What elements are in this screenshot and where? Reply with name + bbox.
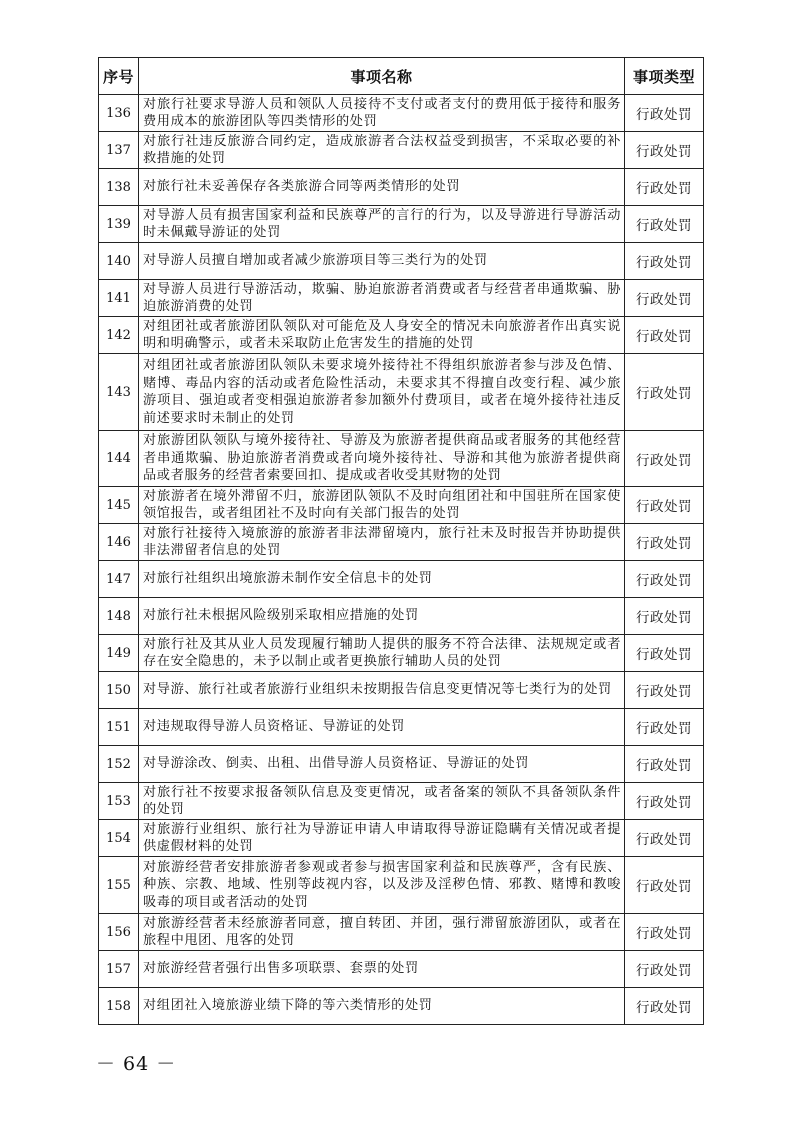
table-row bbox=[99, 598, 704, 635]
table-row bbox=[99, 561, 704, 598]
table-row bbox=[99, 169, 704, 206]
row-number: 156 bbox=[99, 914, 139, 951]
row-matter-name: 对旅行社违反旅游合同约定，造成旅游者合法权益受到损害，不采取必要的补救措施的处罚 bbox=[139, 132, 625, 169]
row-matter-name: 对旅行社及其从业人员发现履行辅助人提供的服务不符合法律、法规规定或者存在安全隐患的，未予以制止或者更换旅行辅助人员的处罚 bbox=[139, 635, 625, 672]
table-row bbox=[99, 487, 704, 524]
row-matter-type: 行政处罚 bbox=[625, 431, 704, 487]
row-number: 146 bbox=[99, 524, 139, 561]
row-matter-type: 行政处罚 bbox=[625, 280, 704, 317]
row-matter-type: 行政处罚 bbox=[625, 487, 704, 524]
row-matter-name: 对导游人员进行导游活动，欺骗、胁迫旅游者消费或者与经营者串通欺骗、胁迫旅游消费的处罚 bbox=[139, 280, 625, 317]
row-matter-name: 对旅行社不按要求报备领队信息及变更情况，或者备案的领队不具备领队条件的处罚 bbox=[139, 783, 625, 820]
row-number: 149 bbox=[99, 635, 139, 672]
table-row bbox=[99, 243, 704, 280]
row-number: 152 bbox=[99, 746, 139, 783]
row-number: 138 bbox=[99, 169, 139, 206]
row-matter-name: 对旅游团队领队与境外接待社、导游及为旅游者提供商品或者服务的其他经营者串通欺骗、胁迫旅游者消费或者向境外接待社、导游和其他为旅游者提供商品或者服务的经营者索要回扣、提成或者收受其财物的处罚 bbox=[139, 431, 625, 487]
row-matter-type: 行政处罚 bbox=[625, 561, 704, 598]
row-matter-type: 行政处罚 bbox=[625, 635, 704, 672]
table-row bbox=[99, 635, 704, 672]
row-matter-name: 对旅游经营者未经旅游者同意，擅自转团、并团，强行滞留旅游团队，或者在旅程中甩团、甩客的处罚 bbox=[139, 914, 625, 951]
table-row bbox=[99, 783, 704, 820]
row-number: 140 bbox=[99, 243, 139, 280]
table-row bbox=[99, 524, 704, 561]
matters-table bbox=[98, 57, 704, 1025]
row-matter-type: 行政处罚 bbox=[625, 914, 704, 951]
row-matter-type: 行政处罚 bbox=[625, 951, 704, 988]
page-number: － 64 － bbox=[96, 1053, 177, 1075]
row-matter-type: 行政处罚 bbox=[625, 169, 704, 206]
table-row bbox=[99, 914, 704, 951]
table-row bbox=[99, 672, 704, 709]
row-matter-name: 对旅游行业组织、旅行社为导游证申请人申请取得导游证隐瞒有关情况或者提供虚假材料的处罚 bbox=[139, 820, 625, 857]
row-matter-type: 行政处罚 bbox=[625, 95, 704, 132]
row-matter-name: 对旅行社接待入境旅游的旅游者非法滞留境内，旅行社未及时报告并协助提供非法滞留者信息的处罚 bbox=[139, 524, 625, 561]
row-matter-type: 行政处罚 bbox=[625, 132, 704, 169]
row-number: 158 bbox=[99, 988, 139, 1025]
row-matter-name: 对旅游经营者安排旅游者参观或者参与损害国家利益和民族尊严，含有民族、种族、宗教、地域、性别等歧视内容，以及涉及淫秽色情、邪教、赌博和教唆吸毒的项目或者活动的处罚 bbox=[139, 857, 625, 914]
row-number: 141 bbox=[99, 280, 139, 317]
row-matter-name: 对违规取得导游人员资格证、导游证的处罚 bbox=[139, 709, 625, 746]
header-matter-name: 事项名称 bbox=[139, 58, 625, 95]
row-number: 137 bbox=[99, 132, 139, 169]
row-number: 150 bbox=[99, 672, 139, 709]
table-row bbox=[99, 820, 704, 857]
row-matter-type: 行政处罚 bbox=[625, 746, 704, 783]
table-row bbox=[99, 354, 704, 431]
table-row bbox=[99, 988, 704, 1025]
row-matter-type: 行政处罚 bbox=[625, 783, 704, 820]
row-matter-type: 行政处罚 bbox=[625, 988, 704, 1025]
row-matter-type: 行政处罚 bbox=[625, 598, 704, 635]
row-matter-type: 行政处罚 bbox=[625, 524, 704, 561]
row-matter-name: 对旅行社组织出境旅游未制作安全信息卡的处罚 bbox=[139, 561, 625, 598]
row-number: 142 bbox=[99, 317, 139, 354]
row-matter-name: 对导游、旅行社或者旅游行业组织未按期报告信息变更情况等七类行为的处罚 bbox=[139, 672, 625, 709]
row-number: 143 bbox=[99, 354, 139, 431]
row-number: 154 bbox=[99, 820, 139, 857]
row-number: 136 bbox=[99, 95, 139, 132]
table-row bbox=[99, 317, 704, 354]
row-matter-name: 对组团社入境旅游业绩下降的等六类情形的处罚 bbox=[139, 988, 625, 1025]
row-number: 144 bbox=[99, 431, 139, 487]
table-row bbox=[99, 206, 704, 243]
row-number: 139 bbox=[99, 206, 139, 243]
table-row bbox=[99, 951, 704, 988]
row-number: 151 bbox=[99, 709, 139, 746]
header-matter-type: 事项类型 bbox=[625, 58, 704, 95]
row-matter-name: 对导游人员擅自增加或者减少旅游项目等三类行为的处罚 bbox=[139, 243, 625, 280]
table-header-row bbox=[99, 58, 704, 95]
row-number: 145 bbox=[99, 487, 139, 524]
row-matter-name: 对旅行社未妥善保存各类旅游合同等两类情形的处罚 bbox=[139, 169, 625, 206]
row-number: 153 bbox=[99, 783, 139, 820]
row-number: 155 bbox=[99, 857, 139, 914]
row-matter-type: 行政处罚 bbox=[625, 354, 704, 431]
row-number: 157 bbox=[99, 951, 139, 988]
row-number: 148 bbox=[99, 598, 139, 635]
row-matter-name: 对旅行社要求导游人员和领队人员接待不支付或者支付的费用低于接待和服务费用成本的旅游团队等四类情形的处罚 bbox=[139, 95, 625, 132]
table-row bbox=[99, 746, 704, 783]
row-matter-type: 行政处罚 bbox=[625, 206, 704, 243]
row-matter-type: 行政处罚 bbox=[625, 672, 704, 709]
row-matter-name: 对旅游者在境外滞留不归，旅游团队领队不及时向组团社和中国驻所在国家使领馆报告，或者组团社不及时向有关部门报告的处罚 bbox=[139, 487, 625, 524]
row-matter-name: 对旅行社未根据风险级别采取相应措施的处罚 bbox=[139, 598, 625, 635]
row-matter-type: 行政处罚 bbox=[625, 709, 704, 746]
table-row bbox=[99, 280, 704, 317]
row-matter-name: 对组团社或者旅游团队领队对可能危及人身安全的情况未向旅游者作出真实说明和明确警示，或者未采取防止危害发生的措施的处罚 bbox=[139, 317, 625, 354]
row-matter-type: 行政处罚 bbox=[625, 317, 704, 354]
table-row bbox=[99, 709, 704, 746]
row-number: 147 bbox=[99, 561, 139, 598]
row-matter-name: 对旅游经营者强行出售多项联票、套票的处罚 bbox=[139, 951, 625, 988]
row-matter-name: 对组团社或者旅游团队领队未要求境外接待社不得组织旅游者参与涉及色情、赌博、毒品内容的活动或者危险性活动，未要求其不得擅自改变行程、减少旅游项目、强迫或者变相强迫旅游者参加额外付费项目，或者在境外接待社违反前述要求时未制止的处罚 bbox=[139, 354, 625, 431]
row-matter-type: 行政处罚 bbox=[625, 857, 704, 914]
table-row bbox=[99, 431, 704, 487]
row-matter-name: 对导游涂改、倒卖、出租、出借导游人员资格证、导游证的处罚 bbox=[139, 746, 625, 783]
row-matter-name: 对导游人员有损害国家利益和民族尊严的言行的行为，以及导游进行导游活动时未佩戴导游证的处罚 bbox=[139, 206, 625, 243]
table-row bbox=[99, 132, 704, 169]
row-matter-type: 行政处罚 bbox=[625, 820, 704, 857]
header-serial-number: 序号 bbox=[99, 58, 139, 95]
table-row bbox=[99, 857, 704, 914]
table-row bbox=[99, 95, 704, 132]
row-matter-type: 行政处罚 bbox=[625, 243, 704, 280]
